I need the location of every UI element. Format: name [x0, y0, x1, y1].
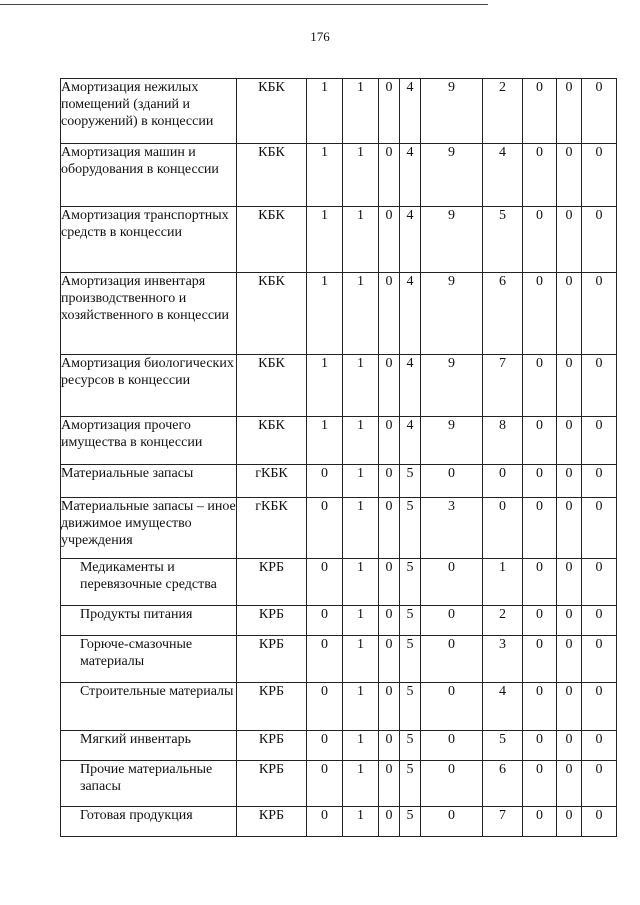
- code-digit-cell: 0: [483, 498, 523, 559]
- code-digit-cell: 0: [421, 465, 483, 498]
- code-digit-cell: 0: [523, 636, 557, 683]
- code-digit-cell: 1: [343, 761, 379, 807]
- code-digit-cell: 0: [307, 807, 343, 837]
- table-row: [61, 559, 617, 606]
- table-row: [61, 498, 617, 559]
- code-digit-cell: 0: [379, 207, 400, 273]
- account-name-cell: Мягкий инвентарь: [61, 731, 237, 761]
- code-digit-cell: 0: [307, 559, 343, 606]
- code-digit-cell: 0: [523, 79, 557, 144]
- table-row: [61, 731, 617, 761]
- code-type-cell: КБК: [237, 79, 307, 144]
- account-name-cell: Амортизация биологических ресурсов в концессии: [61, 355, 237, 417]
- code-digit-cell: 1: [343, 559, 379, 606]
- code-digit-cell: 5: [400, 761, 421, 807]
- code-digit-cell: 1: [307, 79, 343, 144]
- code-digit-cell: 0: [379, 606, 400, 636]
- code-digit-cell: 0: [523, 731, 557, 761]
- account-name-cell: Материальные запасы: [61, 465, 237, 498]
- code-digit-cell: 0: [557, 761, 582, 807]
- code-digit-cell: 0: [307, 683, 343, 731]
- code-digit-cell: 0: [557, 207, 582, 273]
- code-digit-cell: 0: [421, 606, 483, 636]
- code-digit-cell: 0: [379, 417, 400, 465]
- code-digit-cell: 0: [379, 731, 400, 761]
- code-digit-cell: 0: [523, 683, 557, 731]
- code-type-cell: КРБ: [237, 606, 307, 636]
- account-name-cell: Медикаменты и перевязочные средства: [61, 559, 237, 606]
- code-digit-cell: 3: [421, 498, 483, 559]
- account-name-cell: Продукты питания: [61, 606, 237, 636]
- code-digit-cell: 0: [557, 355, 582, 417]
- code-digit-cell: 1: [307, 417, 343, 465]
- code-digit-cell: 0: [307, 731, 343, 761]
- code-digit-cell: 1: [343, 807, 379, 837]
- code-digit-cell: 0: [582, 79, 617, 144]
- code-digit-cell: 1: [343, 273, 379, 355]
- code-digit-cell: 0: [557, 683, 582, 731]
- code-type-cell: КРБ: [237, 636, 307, 683]
- account-name-cell: Амортизация машин и оборудования в концессии: [61, 144, 237, 207]
- code-digit-cell: 0: [421, 559, 483, 606]
- code-digit-cell: 1: [343, 355, 379, 417]
- kbk-table: [60, 78, 617, 837]
- code-digit-cell: 0: [379, 559, 400, 606]
- table-row: [61, 465, 617, 498]
- code-digit-cell: 1: [307, 207, 343, 273]
- code-digit-cell: 0: [523, 465, 557, 498]
- code-digit-cell: 0: [379, 636, 400, 683]
- code-digit-cell: 0: [582, 498, 617, 559]
- code-digit-cell: 5: [400, 465, 421, 498]
- code-type-cell: КБК: [237, 355, 307, 417]
- code-digit-cell: 0: [483, 465, 523, 498]
- code-digit-cell: 0: [582, 417, 617, 465]
- code-digit-cell: 1: [343, 636, 379, 683]
- code-digit-cell: 5: [400, 606, 421, 636]
- code-digit-cell: 4: [400, 355, 421, 417]
- code-digit-cell: 9: [421, 355, 483, 417]
- code-digit-cell: 0: [523, 606, 557, 636]
- code-digit-cell: 1: [343, 144, 379, 207]
- table-row: [61, 807, 617, 837]
- code-digit-cell: 0: [582, 636, 617, 683]
- code-digit-cell: 0: [557, 606, 582, 636]
- code-digit-cell: 0: [582, 683, 617, 731]
- code-digit-cell: 0: [557, 144, 582, 207]
- code-digit-cell: 0: [523, 207, 557, 273]
- code-digit-cell: 0: [421, 731, 483, 761]
- code-digit-cell: 0: [582, 207, 617, 273]
- code-digit-cell: 2: [483, 79, 523, 144]
- code-digit-cell: 0: [523, 498, 557, 559]
- code-digit-cell: 0: [582, 144, 617, 207]
- code-digit-cell: 1: [343, 683, 379, 731]
- code-digit-cell: 3: [483, 636, 523, 683]
- code-digit-cell: 5: [400, 683, 421, 731]
- code-digit-cell: 0: [523, 355, 557, 417]
- code-digit-cell: 8: [483, 417, 523, 465]
- code-type-cell: КРБ: [237, 807, 307, 837]
- code-digit-cell: 0: [523, 417, 557, 465]
- code-digit-cell: 5: [483, 731, 523, 761]
- code-digit-cell: 7: [483, 807, 523, 837]
- code-digit-cell: 0: [557, 465, 582, 498]
- code-digit-cell: 9: [421, 417, 483, 465]
- code-digit-cell: 4: [400, 144, 421, 207]
- code-digit-cell: 0: [523, 761, 557, 807]
- table-row: [61, 417, 617, 465]
- account-name-cell: Амортизация прочего имущества в концессии: [61, 417, 237, 465]
- code-digit-cell: 0: [557, 807, 582, 837]
- code-digit-cell: 1: [343, 606, 379, 636]
- code-digit-cell: 5: [400, 498, 421, 559]
- code-type-cell: КРБ: [237, 683, 307, 731]
- code-digit-cell: 0: [307, 498, 343, 559]
- code-digit-cell: 1: [483, 559, 523, 606]
- code-digit-cell: 0: [582, 273, 617, 355]
- account-name-cell: Материальные запасы – иное движимое имущество учреждения: [61, 498, 237, 559]
- code-digit-cell: 1: [343, 207, 379, 273]
- code-type-cell: КБК: [237, 417, 307, 465]
- code-digit-cell: 1: [307, 273, 343, 355]
- code-digit-cell: 4: [483, 683, 523, 731]
- code-type-cell: КРБ: [237, 559, 307, 606]
- account-name-cell: Амортизация транспортных средств в концессии: [61, 207, 237, 273]
- code-digit-cell: 0: [523, 144, 557, 207]
- account-name-cell: Готовая продукция: [61, 807, 237, 837]
- table-row: [61, 606, 617, 636]
- page-number: 176: [310, 29, 330, 44]
- code-digit-cell: 2: [483, 606, 523, 636]
- code-digit-cell: 9: [421, 273, 483, 355]
- code-digit-cell: 6: [483, 761, 523, 807]
- account-name-cell: Строительные материалы: [61, 683, 237, 731]
- code-digit-cell: 0: [557, 636, 582, 683]
- code-digit-cell: 6: [483, 273, 523, 355]
- code-digit-cell: 1: [307, 144, 343, 207]
- code-digit-cell: 1: [343, 465, 379, 498]
- code-digit-cell: 0: [523, 273, 557, 355]
- code-digit-cell: 0: [523, 559, 557, 606]
- code-digit-cell: 0: [421, 807, 483, 837]
- code-digit-cell: 0: [523, 807, 557, 837]
- table-row: [61, 79, 617, 144]
- code-digit-cell: 1: [343, 498, 379, 559]
- code-digit-cell: 0: [421, 683, 483, 731]
- code-digit-cell: 0: [307, 465, 343, 498]
- code-digit-cell: 0: [307, 606, 343, 636]
- code-digit-cell: 0: [421, 761, 483, 807]
- code-digit-cell: 5: [400, 731, 421, 761]
- account-name-cell: Амортизация инвентаря производственного и хозяйственного в концессии: [61, 273, 237, 355]
- code-digit-cell: 0: [421, 636, 483, 683]
- code-digit-cell: 0: [307, 636, 343, 683]
- code-digit-cell: 0: [582, 465, 617, 498]
- code-digit-cell: 5: [400, 807, 421, 837]
- code-digit-cell: 0: [307, 761, 343, 807]
- code-digit-cell: 0: [557, 273, 582, 355]
- code-digit-cell: 4: [400, 207, 421, 273]
- account-name-cell: Горюче-смазочные материалы: [61, 636, 237, 683]
- code-digit-cell: 1: [343, 79, 379, 144]
- code-type-cell: КРБ: [237, 731, 307, 761]
- table-row: [61, 761, 617, 807]
- code-digit-cell: 4: [400, 79, 421, 144]
- code-digit-cell: 0: [379, 79, 400, 144]
- code-digit-cell: 4: [400, 273, 421, 355]
- code-type-cell: КБК: [237, 207, 307, 273]
- code-digit-cell: 5: [400, 559, 421, 606]
- code-digit-cell: 0: [379, 355, 400, 417]
- code-digit-cell: 0: [379, 144, 400, 207]
- code-type-cell: КРБ: [237, 761, 307, 807]
- account-name-cell: Прочие материальные запасы: [61, 761, 237, 807]
- code-digit-cell: 0: [557, 79, 582, 144]
- code-digit-cell: 4: [400, 417, 421, 465]
- code-digit-cell: 5: [483, 207, 523, 273]
- code-digit-cell: 0: [582, 606, 617, 636]
- account-name-cell: Амортизация нежилых помещений (зданий и сооружений) в концессии: [61, 79, 237, 144]
- code-digit-cell: 9: [421, 207, 483, 273]
- code-digit-cell: 5: [400, 636, 421, 683]
- code-digit-cell: 0: [582, 559, 617, 606]
- code-type-cell: гКБК: [237, 465, 307, 498]
- code-digit-cell: 0: [582, 731, 617, 761]
- code-digit-cell: 4: [483, 144, 523, 207]
- code-digit-cell: 0: [379, 807, 400, 837]
- table-row: [61, 636, 617, 683]
- code-digit-cell: 0: [379, 683, 400, 731]
- table-row: [61, 144, 617, 207]
- code-digit-cell: 0: [379, 273, 400, 355]
- code-digit-cell: 7: [483, 355, 523, 417]
- code-digit-cell: 0: [557, 498, 582, 559]
- table-row: [61, 683, 617, 731]
- code-digit-cell: 0: [582, 761, 617, 807]
- top-rule: [0, 4, 488, 5]
- code-digit-cell: 9: [421, 144, 483, 207]
- table-row: [61, 355, 617, 417]
- code-type-cell: гКБК: [237, 498, 307, 559]
- code-digit-cell: 0: [582, 807, 617, 837]
- code-digit-cell: 1: [343, 731, 379, 761]
- code-digit-cell: 0: [379, 761, 400, 807]
- code-type-cell: КБК: [237, 273, 307, 355]
- code-digit-cell: 0: [557, 417, 582, 465]
- code-digit-cell: 9: [421, 79, 483, 144]
- code-digit-cell: 1: [307, 355, 343, 417]
- code-digit-cell: 0: [557, 559, 582, 606]
- code-digit-cell: 0: [557, 731, 582, 761]
- code-digit-cell: 1: [343, 417, 379, 465]
- table-row: [61, 207, 617, 273]
- table-row: [61, 273, 617, 355]
- code-type-cell: КБК: [237, 144, 307, 207]
- code-digit-cell: 0: [379, 498, 400, 559]
- code-digit-cell: 0: [582, 355, 617, 417]
- code-digit-cell: 0: [379, 465, 400, 498]
